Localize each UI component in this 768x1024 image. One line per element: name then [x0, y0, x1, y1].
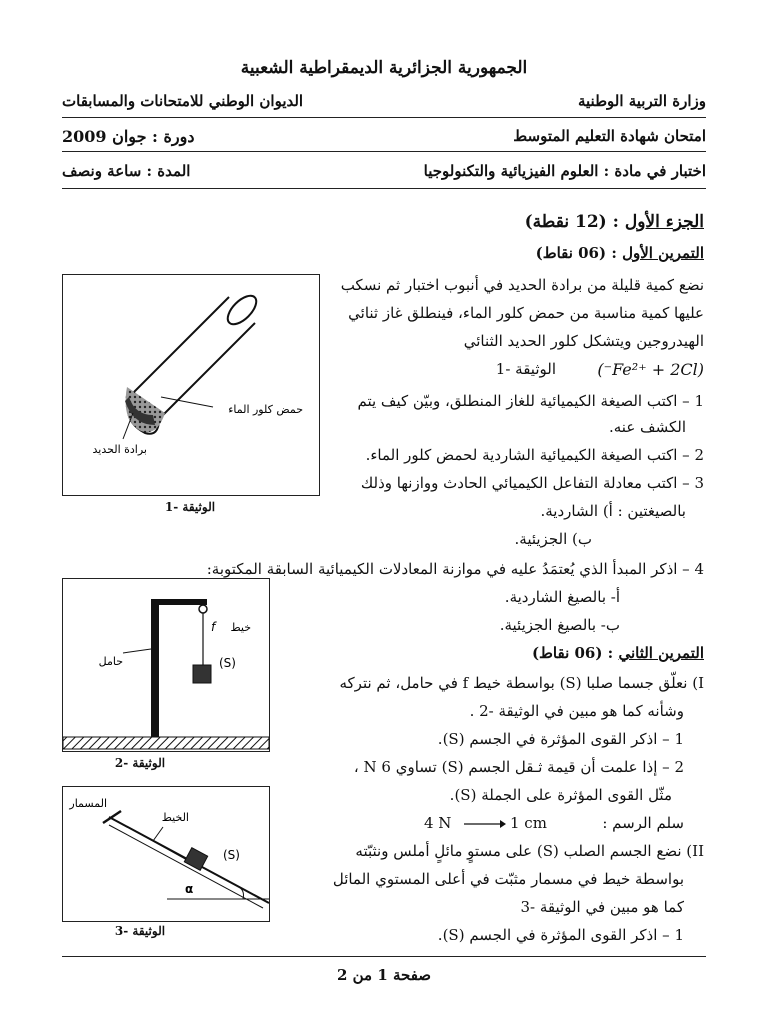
office-name: الديوان الوطني للامتحانات والمسابقات [62, 92, 304, 110]
ministry-name: وزارة التربية الوطنية [577, 92, 706, 110]
ex2-part-ii-line-2: بواسطة خيط في مسمار مثبّت في أعلى المستوي المائل [332, 870, 684, 888]
iron-label: برادة الحديد [92, 443, 147, 456]
ex2-i-q2-line-1: 2 – إذا علمت أن قيمة ثـقل الجسم (S) تساوي 6 N ، [353, 758, 684, 776]
solid-body [193, 665, 211, 683]
thread-label: خيط [230, 621, 251, 634]
test-tube-diagram [63, 275, 319, 495]
incline-thread-label: الخيط [161, 811, 189, 824]
stand-pointer [123, 649, 151, 653]
scale-label: سلم الرسم : [602, 814, 684, 832]
exam-name: امتحان شهادة التعليم المتوسط [513, 127, 706, 145]
angle-label: α [185, 882, 194, 896]
ex1-q3-line-3: ب) الجزيئية. [514, 530, 592, 548]
ex1-heading [420, 244, 704, 262]
ex2-heading [420, 644, 704, 662]
ex2-title: التمرين الثاني [618, 644, 704, 662]
incline-body-label: (S) [223, 848, 240, 862]
ground-base [63, 737, 269, 749]
ex1-q3-line-1: 3 – اكتب معادلة التفاعل الكيميائي الحادث ووازنها وذلك [360, 474, 704, 492]
stand-pole [151, 599, 159, 737]
thread-symbol: f [211, 620, 216, 634]
ex1-q1-line-1: 1 – اكتب الصيغة الكيميائية للغاز المنطلق، وبيّن كيف يتم [357, 392, 704, 410]
ex1-q4-line-1: 4 – اذكر المبدأ الذي يُعتمَدُ عليه في موازنة المعادلات الكيميائية السابقة المكتوبة: [206, 560, 704, 578]
footer-divider [62, 956, 706, 957]
exam-subject: اختبار في مادة : العلوم الفيزيائية والتكنولوجيا [423, 162, 706, 180]
body-label: (S) [219, 656, 236, 670]
scale-force: 4 N [424, 814, 452, 832]
doc3-caption: الوثيقة -3 [114, 924, 166, 938]
doc2-figure [62, 578, 270, 752]
nail-label: المسمار [69, 797, 107, 810]
ex1-intro-doc-ref: الوثيقة -1 [495, 360, 556, 378]
header-divider-3 [62, 188, 706, 189]
ex2-i-q2-line-2: مثّل القوى المؤثرة على الجملة (S). [449, 786, 672, 804]
ex1-points: : (06 نقاط) [535, 244, 617, 262]
ex2-part-ii-line-1: II) نضع الجسم الصلب (S) على مستوٍ مائلٍ أملس ونثبّته [355, 842, 704, 860]
ex1-intro-line-2: عليها كمية مناسبة من حمض كلور الماء، فينطلق غاز ثنائي [348, 304, 704, 322]
republic-title: الجمهورية الجزائرية الديمقراطية الشعبية [240, 58, 528, 78]
ex2-points: : (06 نقاط) [531, 644, 614, 662]
part1-points: : (12 نقطة) [524, 212, 619, 232]
ex2-i-q1: 1 – اذكر القوى المؤثرة في الجسم (S). [437, 730, 684, 748]
ex2-part-ii-line-3: كما هو مبين في الوثيقة -3 [520, 898, 684, 916]
doc1-caption: الوثيقة -1 [164, 500, 216, 514]
ex1-intro-line-3: الهيدروجين ويتشكل كلور الحديد الثنائي [463, 332, 704, 350]
doc1-figure [62, 274, 320, 496]
ex1-q4-line-3: ب- بالصيغ الجزيئية. [499, 616, 620, 634]
scale-length: 1 cm [510, 814, 547, 832]
ex2-ii-q1: 1 – اذكر القوى المؤثرة في الجسم (S). [437, 926, 684, 944]
acid-pointer [161, 397, 213, 407]
header-divider-2 [62, 151, 706, 152]
part1-heading [420, 212, 704, 232]
ex1-q2: 2 – اكتب الصيغة الكيميائية الشاردية لحمض كلور الماء. [365, 446, 704, 464]
page-number: صفحة 1 من 2 [336, 966, 432, 984]
hanging-mass-diagram [63, 579, 269, 751]
exam-duration: المدة : ساعة ونصف [62, 162, 191, 180]
doc2-caption: الوثيقة -2 [114, 756, 166, 770]
ex1-title: التمرين الأول [622, 244, 704, 262]
ex2-part-i-line-1: I) نعلّق جسما صلبا (S) بواسطة خيط f في حامل، ثم نتركه [339, 674, 704, 692]
ex1-q3-line-2: بالصيغتين : أ) الشاردية. [540, 502, 686, 520]
part1-title: الجزء الأول [624, 212, 704, 232]
thread-pointer [153, 827, 163, 841]
ex1-intro-line-1: نضع كمية قليلة من برادة الحديد في أنبوب اختبار ثم نسكب [340, 276, 704, 294]
inclined-plane-diagram [63, 787, 269, 921]
ex1-ion-formula: (Fe²⁺ + 2Cl⁻) [597, 360, 704, 379]
scale-arrow-icon [464, 818, 506, 830]
exam-session: دورة : جوان 2009 [62, 127, 195, 146]
drawing-scale [420, 814, 684, 834]
ex1-q4-line-2: أ- بالصيغ الشاردية. [504, 588, 620, 606]
iron-pointer [123, 413, 133, 439]
header-divider-1 [62, 117, 706, 118]
stand-arm [151, 599, 207, 605]
ex2-part-i-line-2: وشأنه كما هو مبين في الوثيقة -2 . [469, 702, 684, 720]
stand-label: حامل [98, 655, 123, 668]
acid-label: حمض كلور الماء [228, 403, 303, 416]
doc3-figure [62, 786, 270, 922]
ex1-q1-line-2: الكشف عنه. [609, 418, 686, 436]
hook-icon [199, 605, 207, 613]
